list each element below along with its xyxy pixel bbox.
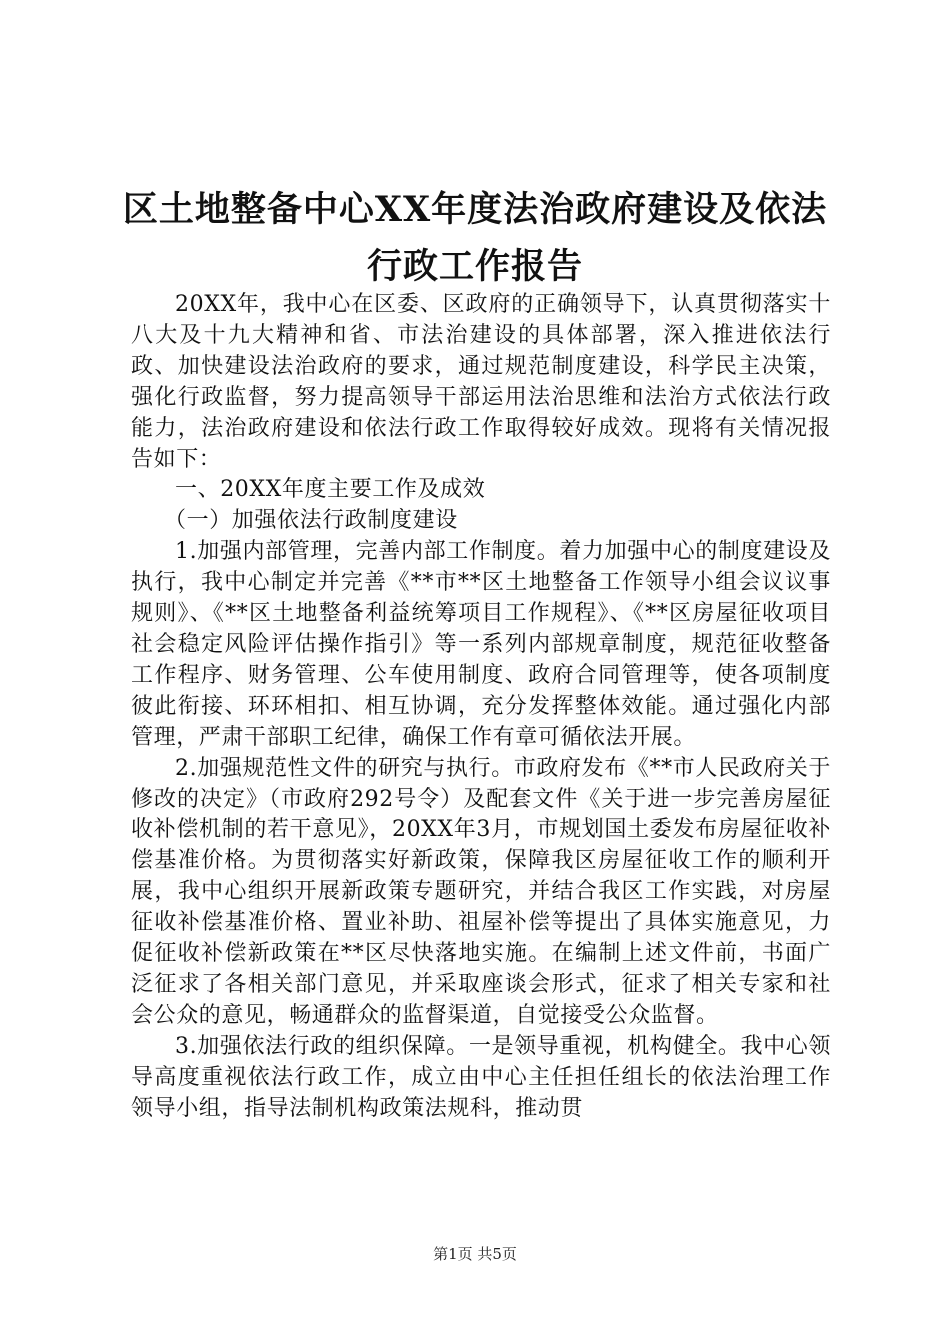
intro-paragraph: 20XX年，我中心在区委、区政府的正确领导下，认真贯彻落实十八大及十九大精神和省、市法治建设的具体部署，深入推进依法行政、加快建设法治政府的要求，通过规范制度建设，科学民主决策，强化行政监督，努力提高领导干部运用法治思维和法治方式依法行政能力，法治政府建设和依法行政工作取得较好成效。现将有关情况报告如下：	[131, 292, 831, 472]
subsection-heading: （一）加强依法行政制度建设	[164, 508, 458, 534]
body-paragraph-3: 3.加强依法行政的组织保障。一是领导重视，机构健全。我中心领导高度重视依法行政工作，成立由中心主任担任组长的依法治理工作领导小组，指导法制机构政策法规科，推动贯	[131, 1033, 831, 1121]
document-title-line1: 区土地整备中心XX年度法治政府建设及依法	[122, 189, 828, 230]
document-body	[131, 290, 831, 1124]
document-title-line2: 行政工作报告	[366, 246, 583, 287]
section-heading: 一、20XX年度主要工作及成效	[175, 477, 486, 503]
body-paragraph-2: 2.加强规范性文件的研究与执行。市政府发布《**市人民政府关于修改的决定》（市政府292号令）及配套文件《关于进一步完善房屋征收补偿机制的若干意见》，20XX年3月，市规划国土委发布房屋征收补偿基准价格。为贯彻落实好新政策，保障我区房屋征收工作的顺利开展，我中心组织开展新政策专题研究，并结合我区工作实践，对房屋征收补偿基准价格、置业补助、祖屋补偿等提出了具体实施意见，力促征收补偿新政策在**区尽快落地实施。在编制上述文件前，书面广泛征求了各相关部门意见，并采取座谈会形式，征求了相关专家和社会公众的意见，畅通群众的监督渠道，自觉接受公众监督。	[131, 755, 831, 1028]
body-paragraph-1: 1.加强内部管理，完善内部工作制度。着力加强中心的制度建设及执行，我中心制定并完善《**市**区土地整备工作领导小组会议议事规则》、《**区土地整备利益统筹项目工作规程》、《**区房屋征收项目社会稳定风险评估操作指引》等一系列内部规章制度，规范征收整备工作程序、财务管理、公车使用制度、政府合同管理等，使各项制度彼此衔接、环环相扣、相互协调，充分发挥整体效能。通过强化内部管理，严肃干部职工纪律，确保工作有章可循依法开展。	[131, 539, 831, 750]
page-footer: 第1页 共5页	[433, 1245, 517, 1263]
